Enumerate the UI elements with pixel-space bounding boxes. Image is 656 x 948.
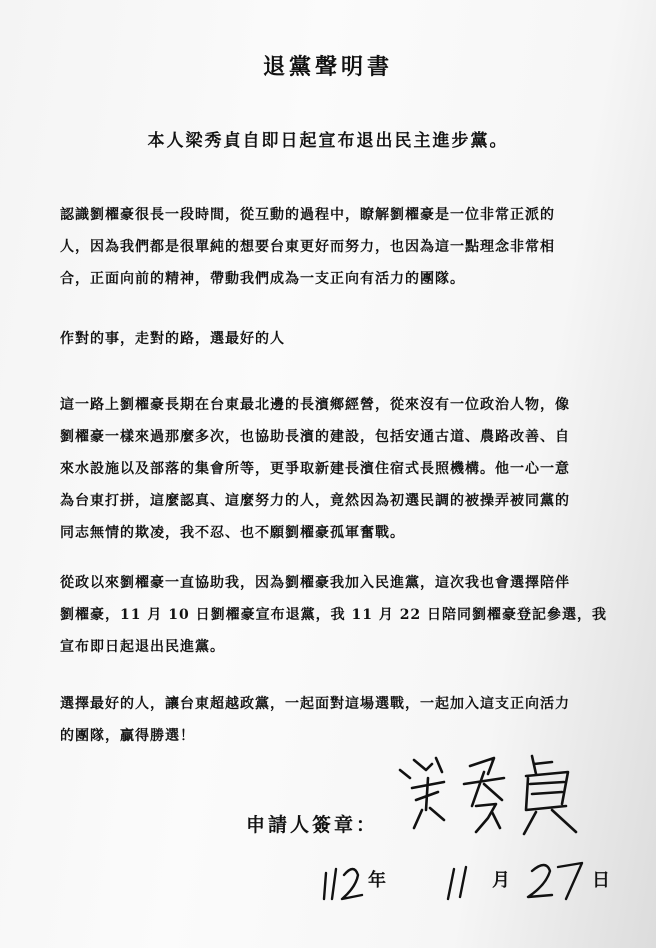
text-line: 作對的事，走對的路，選最好的人 <box>60 331 285 347</box>
text-line: 的團隊，贏得勝選！ <box>60 728 195 744</box>
text-line: 認識劉櫂豪很長一段時間，從互動的過程中，瞭解劉櫂豪是一位非常正派的 <box>60 207 555 223</box>
text-line: 劉櫂豪一樣來過那麼多次，也協助長濱的建設，包括安通古道、農路改善、自 <box>60 429 570 445</box>
document-title: 退黨聲明書 <box>262 54 393 80</box>
text-line: 宣布即日起退出民進黨。 <box>60 639 225 655</box>
text-line: 來水設施以及部落的集會所等，更爭取新建長濱住宿式長照機構。他一心一意 <box>60 461 570 477</box>
handwritten-date <box>320 855 620 915</box>
paragraph-1 <box>60 199 640 295</box>
handwritten-signature <box>392 748 592 848</box>
signature-label: 申請人簽章： <box>246 814 379 836</box>
text-line: 選擇最好的人，讓台東超越政黨，一起面對這場選戰，一起加入這支正向活力 <box>60 696 570 712</box>
date-year-unit: 年 <box>368 870 386 891</box>
text-line: 劉櫂豪，11 月 10 日劉櫂豪宣布退黨，我 11 月 22 日陪同劉櫂豪登記參選，我 <box>60 607 608 623</box>
declaration-statement: 本人梁秀貞自即日起宣布退出民主進步黨。 <box>147 131 509 151</box>
paragraph-3 <box>60 389 640 549</box>
paragraph-2 <box>60 323 640 355</box>
text-line: 合，正面向前的精神，帶動我們成為一支正向有活力的團隊。 <box>60 271 465 287</box>
text-line: 從政以來劉櫂豪一直協助我，因為劉櫂豪我加入民進黨，這次我也會選擇陪伴 <box>60 575 570 591</box>
text-line: 這一路上劉櫂豪長期在台東最北邊的長濱鄉經營，從來沒有一位政治人物，像 <box>60 397 570 413</box>
paragraph-5 <box>60 688 640 752</box>
date-day-unit: 日 <box>592 870 610 891</box>
text-line: 為台東打拼，這麼認真、這麼努力的人，竟然因為初選民調的被操弄被同黨的 <box>60 493 570 509</box>
text-line: 人，因為我們都是很單純的想要台東更好而努力，也因為這一點理念非常相 <box>60 239 555 255</box>
paragraph-4 <box>60 567 640 663</box>
text-line: 同志無情的欺凌，我不忍、也不願劉櫂豪孤軍奮戰。 <box>60 525 405 541</box>
date-month-unit: 月 <box>492 870 510 891</box>
